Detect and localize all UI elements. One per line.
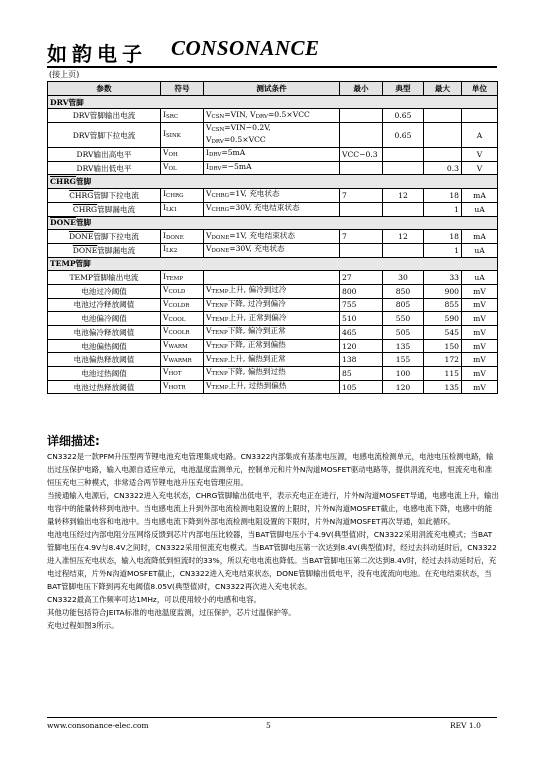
unit-cell: mV [462, 298, 498, 312]
typ-cell: 12 [383, 189, 424, 203]
max-cell: 115 [424, 367, 462, 381]
description-paragraph: CN3322是一款PFM升压型两节锂电池充电管理集成电路。CN3322内部集成有基准电压源，电感电流检测单元，电池电压检测电路，输出过压保护电路，输入电源自适应单元，电池温度监测单元，控制单元和片外N沟道MOSFET驱动电路等，提供涓流充电，恒流充电和准恒压充电三种模式，非常适合两节锂电池升压充电管理应用。 [47, 452, 494, 487]
param-cell: 电池偏热阈值 [48, 339, 161, 353]
table-row [48, 189, 498, 203]
table-row [48, 380, 498, 394]
condition-cell: $V_{TEMP}$上升, 过热到偏热 [204, 380, 340, 394]
max-cell: 1 [424, 243, 462, 257]
param-cell: 电池过热释放阈值 [48, 380, 161, 394]
typ-cell [383, 202, 424, 216]
max-cell: 33 [424, 271, 462, 285]
min-cell: 120 [340, 339, 383, 353]
symbol-cell: $V_{COOLR}$ [161, 326, 204, 340]
symbol-cell: $I_{SINK}$ [161, 123, 204, 148]
table-row [48, 271, 498, 285]
symbol-cell: $V_{COLDR}$ [161, 298, 204, 312]
footer-rule [47, 717, 497, 718]
table-row [48, 202, 498, 216]
max-cell: 18 [424, 230, 462, 244]
param-cell: 电池过冷阈值 [48, 284, 161, 298]
table-row [48, 367, 498, 381]
footer-revision: REV 1.0 [450, 721, 481, 730]
description-body [47, 450, 499, 632]
max-cell: 135 [424, 380, 462, 394]
description-paragraph: CN3322最高工作频率可达1MHz，可以使用较小的电感和电容。 [47, 595, 261, 604]
condition-cell: $I_{DRV}=-5mA$ [204, 161, 340, 175]
condition-cell: $V_{CHRG}=1V$, 充电状态 [204, 189, 340, 203]
param-cell: TEMP管脚输出电流 [48, 271, 161, 285]
symbol-cell: $I_{LK1}$ [161, 202, 204, 216]
condition-cell: $V_{TEMP}$上升, 正常到偏冷 [204, 312, 340, 326]
table-row [48, 284, 498, 298]
symbol-cell: $V_{WARM}$ [161, 339, 204, 353]
symbol-cell: $V_{WARMR}$ [161, 353, 204, 367]
unit-cell [462, 109, 498, 123]
typ-cell: 0.65 [383, 123, 424, 148]
symbol-cell: $V_{HOTR}$ [161, 380, 204, 394]
table-row [48, 243, 498, 257]
param-cell: DRV输出高电平 [48, 148, 161, 162]
param-cell: DRV管脚下拉电流 [48, 123, 161, 148]
symbol-cell: $I_{LK2}$ [161, 243, 204, 257]
condition-cell: $V_{TENP}$下降, 偏冷到正常 [204, 326, 340, 340]
min-cell: VCC−0.3 [340, 148, 383, 162]
max-cell: 172 [424, 353, 462, 367]
table-header-cell: 最小 [340, 82, 383, 96]
typ-cell [383, 148, 424, 162]
table-header-cell: 典型 [383, 82, 424, 96]
min-cell [340, 161, 383, 175]
table-header-cell: 最大 [424, 82, 462, 96]
unit-cell: mV [462, 367, 498, 381]
max-cell: 900 [424, 284, 462, 298]
param-cell: CHRG管脚下拉电流 [48, 189, 161, 203]
unit-cell: mV [462, 380, 498, 394]
typ-cell: 100 [383, 367, 424, 381]
max-cell: 545 [424, 326, 462, 340]
symbol-cell: $V_{COLD}$ [161, 284, 204, 298]
min-cell: 27 [340, 271, 383, 285]
max-cell: 150 [424, 339, 462, 353]
condition-cell [204, 271, 340, 285]
table-header-cell: 参数 [48, 82, 161, 96]
table-section-row [48, 216, 498, 230]
condition-cell: $V_{DONE}=30V$, 充电状态 [204, 243, 340, 257]
brand-en-logo: CONSONANCE [171, 36, 320, 60]
unit-cell: mV [462, 353, 498, 367]
condition-cell: $V_{CSN}=VIN-0.2V$, $V_{DRV}=0.5\times VCC$ [204, 123, 340, 148]
max-cell: 590 [424, 312, 462, 326]
param-cell: 电池偏热释放阈值 [48, 353, 161, 367]
condition-cell: $V_{CHRG}=30V$, 充电结束状态 [204, 202, 340, 216]
unit-cell: mV [462, 284, 498, 298]
typ-cell: 0.65 [383, 109, 424, 123]
symbol-cell: $I_{TEMP}$ [161, 271, 204, 285]
table-row [48, 298, 498, 312]
description-paragraph: 电池电压经过内部电阻分压网络反馈到芯片内部电压比较器，当BAT管脚电压小于4.9V(典型值)时，CN3322采用涓流充电模式；当BAT管脚电压在4.9V与8.4V之间时，CN3322采用恒流充电模式。当BAT管脚电压第一次达到8.4V(典型值)时，经过去抖动延时后，CN3322进入准恒压充电状态，输入电流降低到恒流时的33%，所以充电电流也降低。当BAT管脚电压第二次达到8.4V时，经过去抖动延时后，充电过程结束，片外N沟道MOSFET截止，CN3322进入充电结束状态，DONE管脚输出低电平，没有电流流向电池。在充电结束状态，当BAT管脚电压下降到再充电阈值8.05V(典型值)时，CN3322再次进入充电状态。 [47, 530, 497, 591]
symbol-cell: $I_{CHRG}$ [161, 189, 204, 203]
param-cell: DRV输出低电平 [48, 161, 161, 175]
max-cell: 0.3 [424, 161, 462, 175]
condition-cell: $V_{CSN}=VIN$, $V_{DRV}=0.5\times VCC$ [204, 109, 340, 123]
param-cell: 电池偏冷阈值 [48, 312, 161, 326]
symbol-cell: $I_{DONE}$ [161, 230, 204, 244]
min-cell: 755 [340, 298, 383, 312]
unit-cell: A [462, 123, 498, 148]
max-cell: 855 [424, 298, 462, 312]
typ-cell: 155 [383, 353, 424, 367]
param-cell: CHRG管脚漏电流 [48, 202, 161, 216]
symbol-cell: $V_{OL}$ [161, 161, 204, 175]
table-row [48, 148, 498, 162]
unit-cell: mV [462, 312, 498, 326]
table-row [48, 123, 498, 148]
condition-cell: $V_{TENP}$下降, 过冷到偏冷 [204, 298, 340, 312]
min-cell: 465 [340, 326, 383, 340]
max-cell: 18 [424, 189, 462, 203]
max-cell [424, 109, 462, 123]
unit-cell: uA [462, 202, 498, 216]
description-title: 详细描述: [47, 434, 100, 448]
table-row [48, 312, 498, 326]
param-cell: 电池偏冷释放阈值 [48, 326, 161, 340]
continued-label: (接上页) [49, 70, 80, 79]
table-section-title: DONE管脚 [48, 216, 498, 230]
unit-cell: mV [462, 339, 498, 353]
max-cell [424, 123, 462, 148]
table-section-title: DRV管脚 [48, 95, 498, 109]
min-cell: 7 [340, 189, 383, 203]
table-body [48, 95, 498, 394]
condition-cell: $V_{TENP}$上升, 偏热到正常 [204, 353, 340, 367]
table-row [48, 339, 498, 353]
unit-cell: uA [462, 243, 498, 257]
symbol-cell: $V_{OH}$ [161, 148, 204, 162]
typ-cell: 30 [383, 271, 424, 285]
unit-cell: mA [462, 189, 498, 203]
typ-cell: 505 [383, 326, 424, 340]
symbol-cell: $V_{HOT}$ [161, 367, 204, 381]
condition-cell: $V_{TENP}$下降, 偏热到过热 [204, 367, 340, 381]
description-paragraph: 其他功能包括符合JEITA标准的电池温度监测，过压保护，芯片过温保护等。 [47, 608, 296, 617]
param-cell: DRV管脚输出电流 [48, 109, 161, 123]
typ-cell: 805 [383, 298, 424, 312]
unit-cell: mA [462, 230, 498, 244]
min-cell: 800 [340, 284, 383, 298]
table-row [48, 326, 498, 340]
typ-cell: 550 [383, 312, 424, 326]
param-cell: 电池过冷释放阈值 [48, 298, 161, 312]
unit-cell: V [462, 161, 498, 175]
typ-cell: 120 [383, 380, 424, 394]
table-section-row [48, 257, 498, 271]
page-header [47, 36, 497, 68]
max-cell: 1 [424, 202, 462, 216]
typ-cell [383, 243, 424, 257]
param-cell: DONE管脚漏电流 [48, 243, 161, 257]
table-row [48, 353, 498, 367]
max-cell [424, 148, 462, 162]
symbol-cell: $I_{SRC}$ [161, 109, 204, 123]
header-rule [47, 66, 497, 68]
table-section-title: TEMP管脚 [48, 257, 498, 271]
spec-table [47, 81, 498, 394]
typ-cell: 850 [383, 284, 424, 298]
table-row [48, 109, 498, 123]
table-header-cell: 测试条件 [204, 82, 340, 96]
unit-cell: uA [462, 271, 498, 285]
condition-cell: $V_{TENP}$下降, 正常到偏热 [204, 339, 340, 353]
typ-cell: 12 [383, 230, 424, 244]
table-section-row [48, 175, 498, 189]
footer-page-number: 5 [266, 721, 271, 730]
condition-cell: $V_{TEMP}$上升, 偏冷到过冷 [204, 284, 340, 298]
min-cell: 510 [340, 312, 383, 326]
brand-cn-logo: 如韵电子 [47, 42, 147, 66]
table-section-title: CHRG管脚 [48, 175, 498, 189]
table-header-row [48, 82, 498, 96]
description-paragraph: 当接通输入电源后，CN3322进入充电状态，CHRG管脚输出低电平，表示充电正在进行，片外N沟道MOSFET导通，电感电流上升，输出电容中的能量转移到电池中。当电感电流上升到外部电流检测电阻设置的上限时，片外N沟道MOSFET截止，电感电流下降，电感中的能量转移到输出电容和电池中。当电感电流下降到外部电流检测电阻设置的下限时，片外N沟道MOSFET再次导通，如此循环。 [47, 491, 499, 526]
table-row [48, 161, 498, 175]
condition-cell: $V_{DONE}=1V$, 充电结束状态 [204, 230, 340, 244]
min-cell [340, 243, 383, 257]
param-cell: DONE管脚下拉电流 [48, 230, 161, 244]
min-cell: 85 [340, 367, 383, 381]
typ-cell: 135 [383, 339, 424, 353]
typ-cell [383, 161, 424, 175]
min-cell: 7 [340, 230, 383, 244]
min-cell [340, 202, 383, 216]
description-paragraph: 充电过程如图3所示。 [47, 621, 119, 630]
min-cell: 138 [340, 353, 383, 367]
table-section-row [48, 95, 498, 109]
min-cell [340, 109, 383, 123]
unit-cell: mV [462, 326, 498, 340]
symbol-cell: $V_{COOL}$ [161, 312, 204, 326]
min-cell [340, 123, 383, 148]
table-header-cell: 单位 [462, 82, 498, 96]
footer-website: www.consonance-elec.com [47, 721, 149, 730]
param-cell: 电池过热阈值 [48, 367, 161, 381]
condition-cell: $I_{DRV}=5mA$ [204, 148, 340, 162]
unit-cell: V [462, 148, 498, 162]
table-row [48, 230, 498, 244]
min-cell: 105 [340, 380, 383, 394]
table-header-cell: 符号 [161, 82, 204, 96]
